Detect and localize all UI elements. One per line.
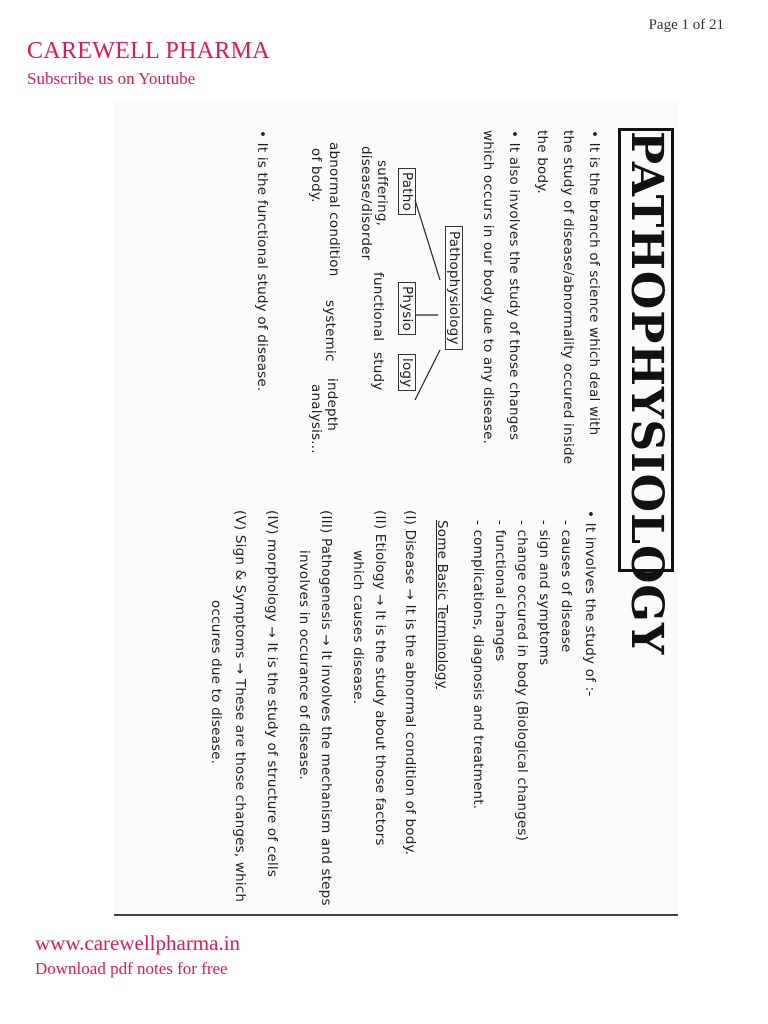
definition-line-3: the body. (534, 130, 550, 195)
definition-line-5: which occurs in our body due to any disease. (480, 130, 496, 445)
involves-item-5: - complications, diagnosis and treatment. (470, 520, 486, 810)
term-pathogenesis: (III) Pathogenesis → It involves the mechanism and steps (318, 510, 334, 906)
term-morphology: (IV) morphology → It is the study of structure of cells (264, 510, 280, 878)
definition-line-2: the study of disease/abnormality occured inside (560, 130, 576, 465)
diagram-study: study (370, 352, 386, 391)
involves-item-1: - causes of disease (558, 520, 574, 653)
diagram-patho: Patho (398, 168, 416, 215)
diagram-branch-lines (410, 185, 450, 405)
rotated-notes (114, 100, 678, 914)
subscribe-text: Subscribe us on Youtube (27, 69, 196, 88)
diagram-physio: Physio (398, 282, 416, 335)
diagram-logy: logy (398, 354, 416, 391)
diagram-suffering: suffering, (374, 160, 390, 227)
footer-website-link[interactable]: www.carewellpharma.in (35, 931, 241, 955)
definition-line-1: • It is the branch of science which deal with (586, 130, 602, 436)
term-etiology: (II) Etiology → It is the study about those factors (372, 510, 388, 846)
term-sign-symptoms-cont: occures due to disease. (208, 600, 224, 765)
term-pathogenesis-cont: involves in occurance of disease. (296, 550, 312, 781)
diagram-analysis: analysis... (308, 384, 324, 454)
diagram-indepth: indepth (324, 378, 340, 432)
handwritten-notes-scan (114, 100, 678, 916)
diagram-of-body: of body. (308, 148, 324, 203)
diagram-disease-disorder: disease/disorder (358, 146, 374, 261)
involves-item-2: - sign and symptoms (536, 520, 552, 666)
diagram-root: Pathophysiology (445, 226, 463, 350)
footer-download-text: Download pdf notes for free (35, 959, 228, 978)
term-sign-symptoms: (V) Sign & Symptoms → These are those changes, which (232, 510, 248, 903)
page-number: Page 1 of 21 (648, 17, 724, 33)
involves-item-3: - change occured in body (Biological changes) (514, 520, 530, 842)
functional-study-line: • It is the functional study of disease. (254, 130, 270, 392)
terminology-title: Some Basic Terminology (434, 520, 450, 689)
diagram-systemic: systemic (322, 300, 338, 362)
notes-title: PATHOPHYSIOLOGY (618, 128, 674, 572)
brand-title: CAREWELL PHARMA (27, 38, 270, 64)
term-disease: (I) Disease → It is the abnormal condition of body. (402, 510, 418, 856)
involves-title: • It involves the study of :- (582, 510, 598, 697)
definition-line-4: • It also involves the study of those changes (506, 130, 522, 441)
involves-item-4: - functional changes (492, 520, 508, 662)
diagram-abnormal-condition: abnormal condition (326, 142, 342, 277)
diagram-functional: functional (370, 272, 386, 342)
term-etiology-cont: which causes disease. (350, 550, 366, 705)
